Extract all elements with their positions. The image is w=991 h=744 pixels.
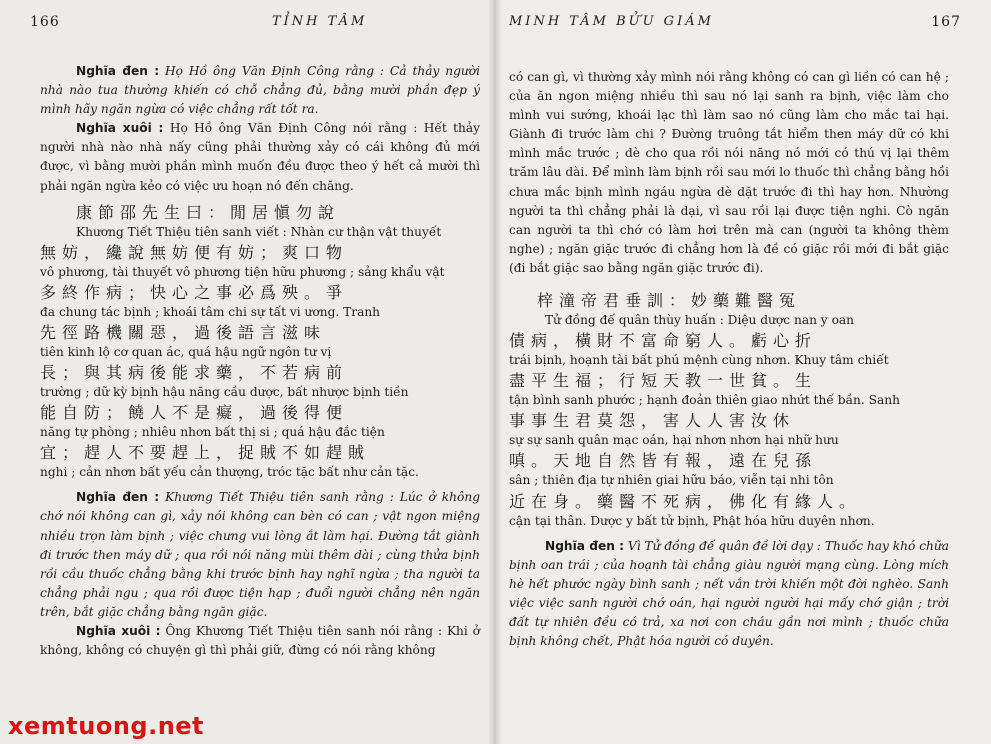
nghia-xuoi-label: Nghĩa xuôi : bbox=[76, 623, 161, 638]
han-line: 宜；趕人不要趕上，捉賊不如趕賊 bbox=[40, 443, 371, 463]
nghia-den-paragraph-2 bbox=[40, 488, 480, 622]
viet-line: tiên kinh lộ cơ quan ác, quá hậu ngữ ngôn tư vị bbox=[40, 344, 332, 359]
nghia-xuoi-paragraph-1 bbox=[40, 119, 480, 195]
nghia-den-paragraph-right bbox=[509, 537, 949, 652]
han-line: 近在身。藥醫不死病，佛化有緣人。 bbox=[509, 491, 862, 511]
viet-line: sự sự sanh quân mạc oán, hại nhơn nhơn hại nhữ hưu bbox=[509, 433, 839, 448]
nghia-den-label: Nghĩa đen : bbox=[76, 64, 160, 78]
viet-line: trái bịnh, hoạnh tài bất phú mệnh cùng nhơn. Khuy tâm chiết bbox=[509, 353, 889, 368]
viet-line: tận bình sanh phước ; hạnh đoản thiên giao nhứt thế bần. Sanh bbox=[509, 393, 900, 408]
han-line: 無妨，纔說無妨便有妨；爽口物 bbox=[40, 242, 349, 262]
continuation-paragraph: có can gì, vì thường xảy mình nói rằng không có can gì liền có can hệ ; của ăn ngon miệng nhiều thì sau nó lại sanh ra bịnh, việc làm cho mình vui sướng, khoái lạc thì làm sao nó cũng làm cho mắc tai hại. Giành đi trước làm chi ? Đường truông tắt hiểm then máy dữ có khi mình mắc trước ; dè cho qua rồi nói năng nó mới có thú vị lại thêm trăm lâu dài. Để mình làm bịnh rồi sau mới lo thuốc thì chẳng bằng hồi chưa mắc bịnh mình ngáu ngừa dè dặt trước đi thì hay hơn. Nhường người ta thì chẳng phải là dại, vì sau rồi lại được tiện nghi. Cò ngăn can người ta thì chớ có làm hơi trên mà can (người ta không thèm nghe) ; ngăn giặc trước đi chẳng hơn là đề có giặc rồi mới đi bắt giặc (đi bắt giặc sao bằng ngăn giặc trước đi). bbox=[509, 70, 949, 275]
nghia-xuoi-label: Nghĩa xuôi : bbox=[76, 121, 164, 136]
viet-line: đa chung tác bịnh ; khoái tâm chi sự tất vi ương. Tranh bbox=[40, 304, 381, 319]
left-page bbox=[0, 0, 495, 744]
nghia-den-text: Khương Tiết Thiệu tiên sanh rằng : Lúc ở không chớ nói không can gì, xảy nói không can bèn có can ; vật ngon miệng nhiều trọn làm bịnh ; việc chưng vui lòng ắt làm hại. Đường tắt giành đi trước then máy dữ ; qua rồi nói năng mùi thêm dài ; cùng thửa bịnh rồi cầu thuốc chẳng bằng khi trước bịnh hay nghĩ ngừa ; tha người ta chẳng phải ngu ; qua rồi được tiện hạp ; đuổi người chẳng nên ngăn trên, bắt giặc chẳng bằng ngăn giặc. bbox=[40, 490, 481, 619]
han-line: 債病，橫財不富命窮人。虧心折 bbox=[509, 331, 818, 351]
nghia-xuoi-text: Họ Hồ ông Văn Định Công nói rằng : Hết thảy người nhà nào nhà nấy cũng phải thường xảy có cái không đủ mới được, vì bằng mười phần mình muốn đều được theo ý hết cả mười thì phải ngăn ngừa kẻo có việc ưu hoạn nó đến chăng. bbox=[40, 121, 481, 193]
nghia-den-label: Nghĩa đen : bbox=[545, 538, 625, 553]
running-head-right: MINH TÂM BỬU GIÁM bbox=[509, 14, 714, 29]
han-line: 盡平生福；行短天教一世貧。生 bbox=[509, 371, 818, 391]
viet-line: sân ; thiên địa tự nhiên giai hữu báo, viễn tại nhi tôn bbox=[509, 473, 834, 488]
han-line: 多終作病；快心之事必爲殃。爭 bbox=[40, 282, 349, 302]
viet-line: cận tại thân. Dược y bất tử bịnh, Phật hóa hữu duyên nhơn. bbox=[509, 513, 875, 528]
interlinear-block-right bbox=[509, 290, 949, 531]
left-page-body bbox=[40, 62, 480, 660]
han-line: 嗔。天地自然皆有報，遠在兒孫 bbox=[509, 451, 818, 471]
right-page-body bbox=[509, 68, 949, 651]
han-line: 先徑路機關惡，過後語言滋味 bbox=[40, 322, 327, 342]
page-number-right: 167 bbox=[931, 14, 961, 30]
nghia-xuoi-paragraph-2 bbox=[40, 622, 480, 660]
page-number-left: 166 bbox=[30, 14, 60, 30]
viet-line: Tử đồng đế quân thùy huấn : Diệu dược nan y oan bbox=[545, 313, 855, 328]
viet-line: trường ; dữ kỳ bịnh hậu năng cầu dược, bất nhược bịnh tiền bbox=[40, 385, 409, 400]
viet-line: năng tự phòng ; nhiêu nhơn bất thị si ; quá hậu đắc tiện bbox=[40, 425, 385, 440]
nghia-den-text: Vì Tử đồng đế quân đề lời dạy : Thuốc hay khó chữa bịnh oan trái ; của hoạnh tài chẳng giàu người mạng cùng. Lòng mích hè hết phước ngày bình sanh ; nết vắn trời khiến một đời nghèo. Sanh việc việc sanh người chớ oán, hại người người hại mấy chớ giận ; trời đất tự nhiên đều có trả, xa nơi con cháu gần nơi mình ; thuốc chữa bịnh không chết, Phật hóa người có duyên. bbox=[509, 538, 950, 649]
site-watermark: xemtuong.net bbox=[8, 712, 205, 740]
interlinear-block-left bbox=[40, 202, 480, 483]
book-gutter-shadow bbox=[488, 0, 502, 744]
nghia-den-paragraph-1 bbox=[40, 62, 480, 119]
nghia-den-text: Họ Hồ ông Văn Định Công rằng : Cả thảy người nhà nào tua thường khiến có chỗ chẳng đủ, bằng mười phần đẹp ý mình hãy ngăn ngừa có việc chẳng rất tốt ra. bbox=[40, 64, 480, 117]
han-line: 能自防；饒人不是癡，過後得便 bbox=[40, 403, 349, 423]
running-head-left: TỈNH TÂM bbox=[272, 14, 368, 29]
viet-line: vô phương, tài thuyết vô phương tiện hữu phương ; sảng khẩu vật bbox=[40, 264, 445, 279]
right-page bbox=[495, 0, 991, 744]
viet-line: Khương Tiết Thiệu tiên sanh viết : Nhàn cư thận vật thuyết bbox=[76, 224, 442, 239]
han-line: 事事生君莫怨，害人人害汝休 bbox=[509, 411, 796, 431]
nghia-den-label: Nghĩa đen : bbox=[76, 490, 160, 505]
nghia-xuoi-text: Ông Khương Tiết Thiệu tiên sanh nói rằng : Khi ở không, không có chuyện gì thì phải giữ, đừng có nói rằng không bbox=[40, 623, 481, 658]
han-line: 梓潼帝君垂訓：妙藥難醫冤 bbox=[537, 291, 802, 311]
han-line: 康節邵先生曰：閒居愼勿說 bbox=[76, 202, 341, 222]
han-line: 長；與其病後能求藥，不若病前 bbox=[40, 363, 349, 383]
viet-line: nghi ; cản nhơn bất yếu cản thượng, tróc tặc bất như cản tặc. bbox=[40, 465, 419, 480]
